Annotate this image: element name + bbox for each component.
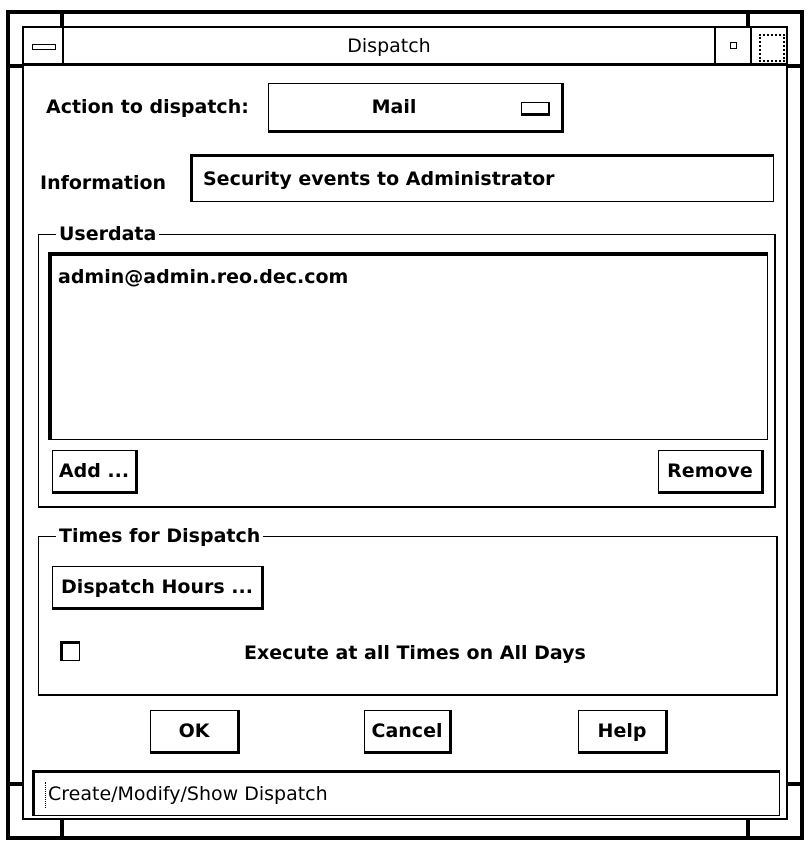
add-button[interactable]: Add ... — [52, 450, 138, 494]
window-menu-button[interactable] — [24, 28, 64, 64]
maximize-button[interactable] — [750, 28, 786, 64]
cancel-button[interactable]: Cancel — [364, 710, 452, 754]
information-label: Information — [40, 172, 167, 194]
times-group — [38, 536, 778, 696]
execute-all-checkbox[interactable] — [60, 641, 80, 661]
action-label: Action to dispatch: — [46, 96, 249, 118]
userdata-group-title: Userdata — [56, 223, 159, 245]
minimize-button[interactable] — [714, 28, 750, 64]
action-selected-value: Mail — [371, 96, 417, 118]
resize-handle-bottom-right[interactable] — [746, 818, 750, 838]
information-field[interactable]: Security events to Administrator — [190, 154, 774, 202]
list-item[interactable]: admin@admin.reo.dec.com — [58, 266, 349, 288]
times-group-title: Times for Dispatch — [56, 525, 263, 547]
window-menu-icon — [32, 44, 56, 50]
dispatch-hours-button[interactable]: Dispatch Hours ... — [52, 566, 264, 610]
status-text: Create/Modify/Show Dispatch — [48, 783, 328, 805]
focus-indicator — [45, 782, 47, 808]
option-menu-indicator-icon — [521, 102, 550, 116]
resize-handle-right-bottom[interactable] — [786, 782, 804, 786]
maximize-icon — [759, 34, 785, 62]
status-bar — [32, 770, 780, 816]
execute-all-label[interactable]: Execute at all Times on All Days — [244, 642, 586, 664]
action-option-menu[interactable] — [268, 83, 564, 133]
ok-button[interactable]: OK — [150, 710, 240, 754]
resize-handle-bottom-left[interactable] — [60, 818, 64, 838]
userdata-list[interactable] — [48, 252, 768, 440]
remove-button[interactable]: Remove — [658, 450, 764, 494]
minimize-icon — [730, 42, 737, 49]
resize-handle-right-top[interactable] — [786, 64, 804, 68]
window-title: Dispatch — [347, 35, 431, 57]
help-button[interactable]: Help — [578, 710, 668, 754]
